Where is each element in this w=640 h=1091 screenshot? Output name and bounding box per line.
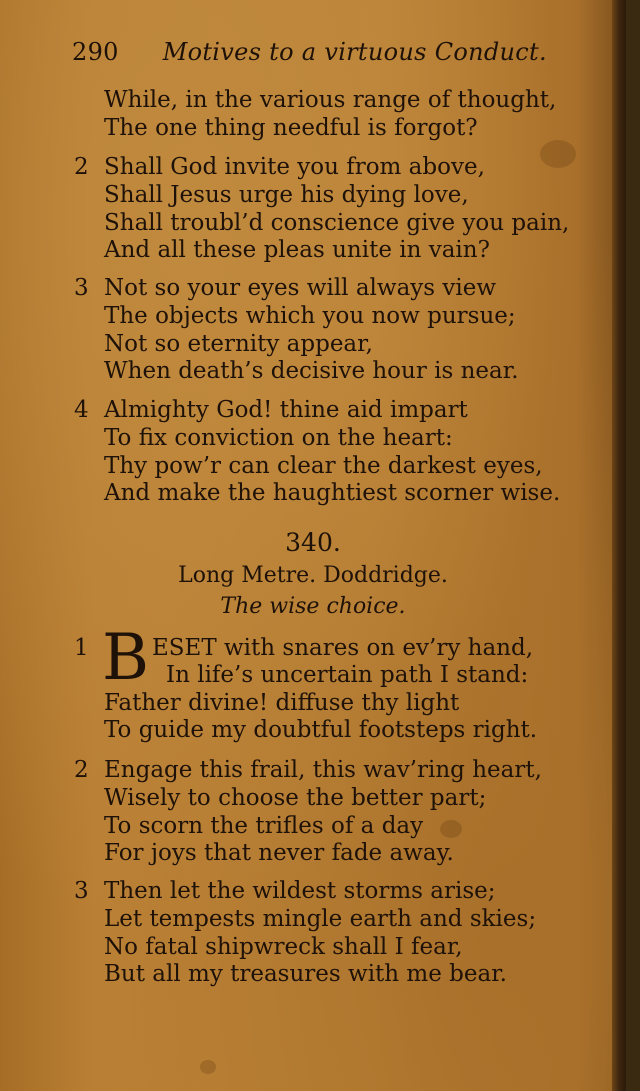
verse-line: Engage this frail, this wav’ring heart, [104,757,542,783]
verse-line: The objects which you now pursue; [104,303,516,329]
stanza-number: 4 [74,397,89,423]
verse-line: Not so eternity appear, [104,331,373,357]
verse-line: For joys that never fade away. [104,840,454,866]
stanza-number: 2 [74,154,89,180]
verse-line: ESET with snares on ev’ry hand, [152,635,534,661]
verse-line: In life’s uncertain path I stand: [166,662,529,688]
verse-line: Let tempests mingle earth and skies; [104,906,537,932]
page-number: 290 [72,38,119,66]
foxing-spot [440,820,462,838]
verse-line: Not so your eyes will always view [104,275,497,301]
verse-line: Father divine! diffuse thy light [104,690,460,716]
verse-line: Shall troubl’d conscience give you pain, [104,210,570,236]
foxing-spot [540,140,576,168]
verse-line: To guide my doubtful footsteps right. [104,717,538,743]
verse-line: To fix conviction on the heart: [104,425,453,451]
running-header [72,38,547,66]
hymn-meter-author: Long Metre. Doddridge. [178,563,448,588]
verse-line: Then let the wildest storms arise; [104,878,496,904]
verse-line: Almighty God! thine aid impart [104,397,468,423]
verse-line: Thy pow’r can clear the darkest eyes, [104,453,543,479]
verse-line: To scorn the trifles of a day [104,813,424,839]
verse-line: Shall Jesus urge his dying love, [104,182,469,208]
verse-line: And make the haughtiest scorner wise. [104,480,561,506]
stanza-number: 1 [74,635,89,661]
verse-line: The one thing needful is forgot? [104,115,478,141]
stanza-number: 3 [74,878,89,904]
stanza-number: 2 [74,757,89,783]
verse-line: While, in the various range of thought, [104,87,557,113]
running-title: Motives to a virtuous Conduct. [162,38,547,66]
hymn-number: 340. [285,528,341,557]
verse-line: Shall God invite you from above, [104,154,485,180]
verse-line: When death’s decisive hour is near. [104,358,519,384]
verse-line: Wisely to choose the better part; [104,785,487,811]
verse-line: No fatal shipwreck shall I fear, [104,934,463,960]
drop-cap: B [102,621,150,695]
foxing-spot [200,1060,216,1074]
verse-line: But all my treasures with me bear. [104,961,507,987]
stanza-number: 3 [74,275,89,301]
verse-line: And all these pleas unite in vain? [104,237,490,263]
hymn-title: The wise choice. [220,594,406,619]
